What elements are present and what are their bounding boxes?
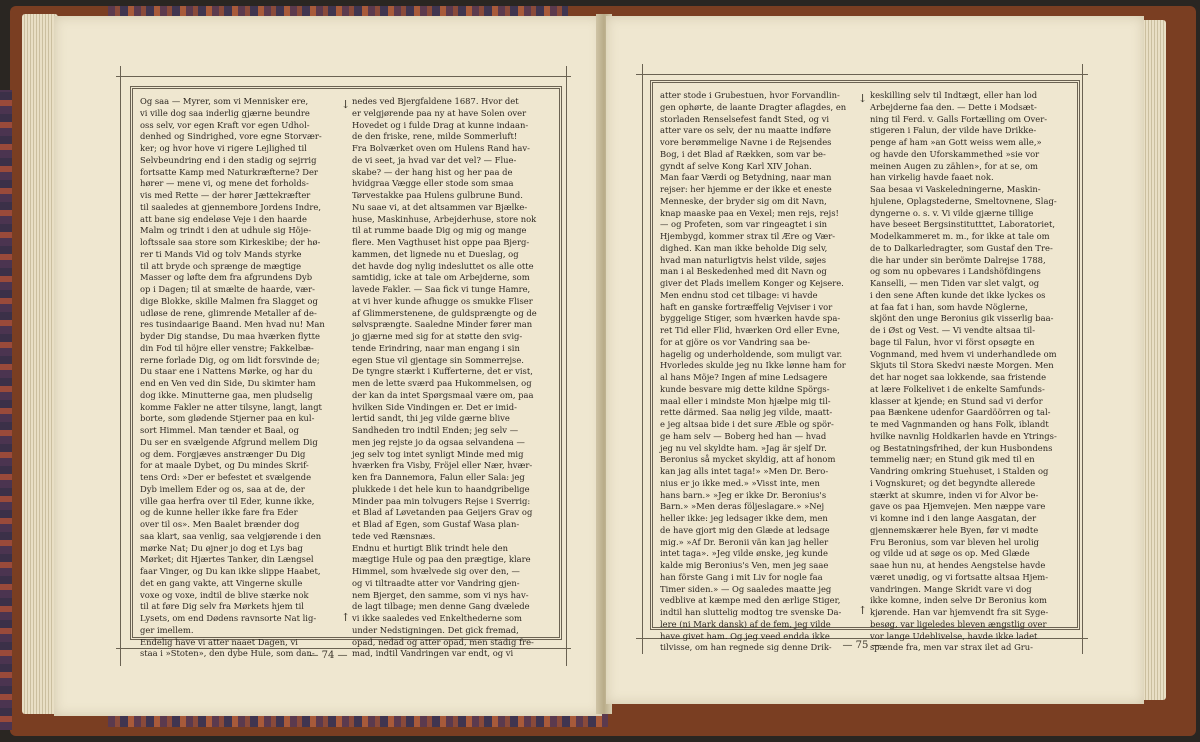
left-page [54, 16, 602, 716]
marbled-edge-left [0, 90, 12, 730]
column-divider-top: ↓ [341, 98, 351, 111]
text-column-1: atter stode i Grubestuen, hvor Forvandlin- gen ophørte, de laante Dragter aflagdes, en storladen Renselsefest fandt Sted, og vi atter vare os selv, der nu maatte indføre vore berømmelige Navne i de Rejsendes Bog, i det Blad af Rækken, som var be- gyndt af selve Kong Karl XIV Johan. Man faar Værdi og Betydning, naar man rejser: her hjemme er der ikke et eneste Menneske, der bryder sig om dit Navn, knap maaske paa en Vexel; men rejs, rejs! — og Profeten, som var ringeagtet i sin Hjembygd, kommer strax til Ære og Vær- dighed. Kan man ikke beholde Dig selv, hvad man naturligtvis helst vilde, søjes man i al Beskedenhed med dit Navn og giver det Plads imellem Konger og Kejsere. Men endnu stod cet tilbage: vi havde haft en ganske fortræffelig Vejviser i vor byggelige Stiger, som hværken havde spa- ret Tid eller Flid, hværken Ord eller Evne, for at gjöre os vor Vandring saa be- hagelig og underholdende, som muligt var. Hvorledes skulde jeg nu Ikke lønne ham for al hans Möje? Ingen af mine Ledsagere kunde besvare mig dette kildne Spörgs- maal eller i mindste Mon hjælpe mig til- rette därmed. Saa nølig jeg vilde, maatt- e jeg altsaa bide i det sure Æble og spör- ge ham selv — Boberg hed han — hvad jeg nu vel skyldte ham. »Jag är sjelf Dr. Beronius så mycket skyldig, att af honom kan jag alls intet taga!» »Men Dr. Bero- nius er jo ikke med.» »Visst inte, men hans barn.» »Jeg er ikke Dr. Beronius's Barn.» »Men deras följeslagare.» »Nej heller ikke: jeg ledsager ikke dem, men de have gjort mig den Glæde at ledsage mig.» »Af Dr. Beronii vän kan jag heller intet taga». »Jeg vilde ønske, jeg kunde kalde mig Beronius's Ven, men jeg saae han förste Gang i mit Liv for nogle faa Timer siden.» — Og saaledes maatte jeg vedblive at kæmpe med den ærlige Stiger, indtil han sluttelig modtog tre svenske Da- lere (ni Mark dansk) af de fem, jeg vilde have givet ham. Og jeg veed endda ikke tilvisse, om han regnede sig denne Drik- [660, 90, 847, 653]
column-divider-bottom: ↑ [341, 611, 351, 624]
page-number: — 74 — [308, 650, 348, 661]
right-page [606, 16, 1144, 704]
top-rule [116, 76, 571, 77]
left-rule [642, 64, 643, 654]
page-edges-left [22, 14, 58, 714]
column-divider-bottom: ↑ [858, 604, 868, 617]
left-rule [120, 66, 121, 666]
right-rule [566, 66, 567, 666]
text-column-2: nedes ved Bjergfaldene 1687. Hvor det er velgjørende paa ny at have Solen over Hovedet og i fulde Drag at kunne indaan- de den friske, rene, milde Sommerluft! Fra Bolværket oven om Hulens Rand hav- de vi seet, ja hvad var det vel? — Flue- skabe? — der hang hist og her paa de hvidgraa Vægge eller stode som smaa Tørvestakke paa Hulens gulbrune Bund. Nu saae vi, at det altsammen var Bjælke- huse, Maskinhuse, Arbejderhuse, store nok til at rumme baade Dig og mig og mange flere. Men Vagthuset hist oppe paa Bjerg- kammen, det lignede nu et Dueslag, og det havde dog nylig indesluttet os alle otte samtidig, icke at tale om Arbejderne, som lavede Fakler. — Saa fick vi tunge Hamre, at vi hver kunde afhugge os smukke Fliser af Glimmerstenene, de guldsprængte og de sølvsprængte. Saaledne Minder fører man jo gjærne med sig for at støtte den svig- tende Erindring, naar man engang i sin egen Stue vil gjentage sin Sommerrejse. De tyngre stærkt i Kufferterne, det er vist, men de lette sværd paa Hukommelsen, og der kan da intet Spørgsmaal være om, paa hvilken Side Vindingen er. Det er imid- lertid sandt, thi jeg vilde gærne blive Sandheden tro indtil Enden; jeg selv — men jeg rejste jo da ogsaa selvandena — jeg selv tog intet synligt Minde med mig hværken fra Visby, Fröjel eller Nær, hvær- ken fra Dannemora, Falun eller Sala: jeg plukkede i det hele kun to haandgribelige Minder paa min tolvugers Rejse i Sverrig: et Blad af Løvetanden paa Geijers Grav og et Blad af Egen, som Gustaf Wasa plan- tede ved Rænsnæs. Endnu et hurtigt Blik trindt hele den mægtige Hule og paa den prægtige, klare Himmel, som hvælvede sig over den, — og vi tiltraadte atter vor Vandring gjen- nem Bjerget, den samme, som vi nys hav- de lagt tilbage; men denne Gang dvælede vi ikke saaledes ved Enkelthederne som under Nedstigningen. Det gick fremad, opad, nedad og atter opad, men stadig fre- mad, indtil Vandringen var endt, og vi [352, 96, 537, 659]
top-rule [636, 74, 1088, 75]
text-column-1: Og saa — Myrer, som vi Mennisker ere, vi ville dog saa inderlig gjærne beundre oss selv, vor egen Kraft vor egen Udhol- denhed og Sindrighed, vore egne Storvær- ker; og hvor hove vi rigere Lejlighed til Selvbeundring end i den stadig og sejrrig fortsatte Kamp med Naturkræfterne? Der hører — mene vi, og mene det forholds- vis med Rette — der hører Jættekræfter til saaledes at gjennembore Jordens Indre, att bane sig endeløse Veje i den haarde Malm og trindt i den at udhule sig Höje- loftssale saa store som Kirkeskibe; der hø- rer ti Mands Vid og tolv Mands styrke til att bryde och sprænge de mægtige Masser og løfte dem fra afgrundens Dyb op i Dagen; til at smælte de haarde, vær- dige Blokke, skille Malmen fra Slagget og udløse de rene, glimrende Metaller af de- res tusindaarige Baand. Men hvad nu! Man byder Dig standse, Du maa hværken flytte din Fod til höjre eller venstre; Fakkelbæ- rerne forlade Dig, og om lidt forsvinde de; Du staar ene i Nattens Mørke, og har du end en Ven ved din Side, Du skimter ham dog ikke. Minutterne gaa, men pludselig komme Fakler ne atter tilsyne, langt, langt borte, som glødende Stjerner paa en kul- sort Himmel. Man tænder et Baal, og Du ser en svælgende Afgrund mellem Dig og dem. Forgjæves anstrænger Du Dig for at maale Dybet, og Du mindes Skrif- tens Ord: »Der er befestet et svælgende Dyb imellem Eder og os, saa at de, der ville gaa herfra over til Eder, kunne ikke, og de kunne heller ikke fare fra Eder over til os». Men Baalet brænder dog saa klart, saa venlig, saa velgjørende i den mørke Nat; Du øjner jo dog et Lys bag Mørket; dit Hjærtes Tanker, din Længsel faar Vinger, og Du kan ikke slippe Haabet, det en gang vakte, att Vingerne skulle voxe og voxe, indtil de blive stærke nok til at føre Dig selv fra Mørkets hjem til Lysets, om end Dødens ravnsorte Nat lig- ger imellem. Endelig have vi atter naaet Dagen, vi staa i »Stoten», den dybe Hule, som dan- [140, 96, 325, 659]
page-number: — 75 — [842, 640, 882, 651]
column-divider-top: ↓ [858, 92, 868, 105]
text-column-2: keskilling selv til Indtægt, eller han lod Arbejderne faa den. — Dette i Modsæt- ning til Ferd. v. Galls Fortælling om Over- stigeren i Falun, der vilde have Drikke- penge af ham »an Gott weiss wem alle,» og havde den Uforskammethed »sie vor meinen Augen zu zählen», for at se, om han virkelig havde faaet nok. Saa besaa vi Vaskeledningerne, Maskin- hjulene, Oplagstederne, Smeltovnene, Slag- dyngerne o. s. v. Vi vilde gjærne tillige have beseet Bergsinstitutttet, Laboratoriet, Modelkammeret m. m., for ikke at tale om de to Dalkarledragter, som Gustaf den Tre- die har under sin berömte Dalrejse 1788, og som nu opbevares i Landshöfdingens Kanselli, — men Tiden var slet valgt, og i den sene Aften kunde det ikke lyckes os at faa fat i han, som havde Nöglerne, skjönt den unge Beronius gik visserlig baa- de i Øst og Vest. — Vi vendte altsaa til- bage til Falun, hvor vi först opsøgte en Vognmand, med hvem vi underhandlede om Skjuts til Stora Skedvi næste Morgen. Men det har noget saa lokkende, saa fristende at lære Folkelivet i de enkelte Samfunds- klasser at kjende; en Stund sad vi derfor paa Bænkene udenfor Gaardöörren og tal- te med Vagnmanden og hans Folk, iblandt hvilke navnlig Holdkarlen havde en Ytrings- og Bestatningsfrihed, der kun Husbondens temmelig nær; en Stund gik med til en Vandring omkring Stuehuset, i Stalden og i Vognskuret; og det begyndte allerede stærkt at skumre, inden vi for Alvor be- gave os paa Hjemvejen. Men næppe vare vi komne ind i den lange Aasgatan, der gjennemskærer hele Byen, før vi mødte Fru Beronius, som var bleven hel urolig og vilde ud at søge os op. Med Glæde saae hun nu, at hendes Aengstelse havde været unødig, og vi fortsatte altsaa Hjem- vandringen. Mange Skridt vare vi dog ikke komne, inden selve Dr Beronius kom kjørende. Han var hjemvendt fra sit Syge- besøg, var ligeledes bleven ængstlig over vor lange Udeblivelse, havde ikke ladet spænde fra, men var strax ilet ad Gru- [870, 90, 1057, 653]
right-rule [1082, 64, 1083, 654]
